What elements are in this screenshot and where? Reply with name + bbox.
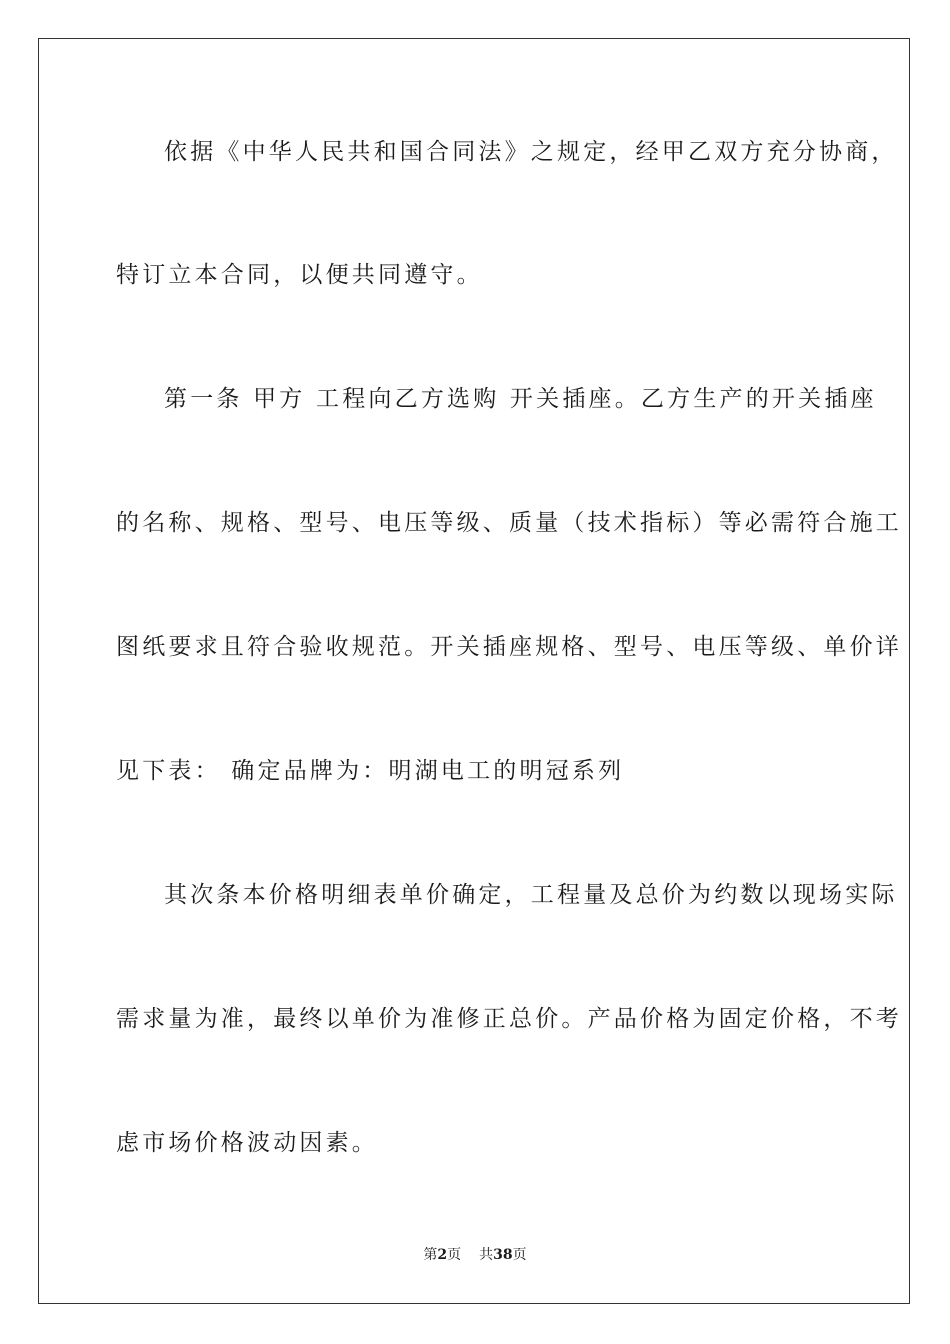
page-suffix: 页 [447, 1247, 462, 1263]
total-prefix: 共 [479, 1247, 494, 1263]
article-1-line-4: 见下表： 确定品牌为：明湖电工的明冠系列 [116, 758, 625, 784]
page-number: 2 [437, 1247, 448, 1263]
article-1-line-2: 的名称、规格、型号、电压等级、质量（技术指标）等必需符合施工 [116, 510, 902, 536]
article-2-line-3: 虑市场价格波动因素。 [116, 1130, 378, 1156]
paragraph-1-line-2: 特订立本合同，以便共同遵守。 [116, 262, 483, 288]
total-suffix: 页 [512, 1247, 527, 1263]
page-border [38, 38, 910, 1304]
page-prefix: 第 [423, 1247, 438, 1263]
article-1-line-3: 图纸要求且符合验收规范。开关插座规格、型号、电压等级、单价详 [116, 634, 902, 660]
page-footer [0, 1246, 950, 1264]
total-pages: 38 [493, 1247, 513, 1263]
article-2-line-2: 需求量为准，最终以单价为准修正总价。产品价格为固定价格，不考 [116, 1006, 902, 1032]
article-2-line-1: 其次条本价格明细表单价确定，工程量及总价为约数以现场实际 [164, 882, 898, 908]
paragraph-1-line-1: 依据《中华人民共和国合同法》之规定，经甲乙双方充分协商， [164, 139, 898, 165]
article-1-line-1: 第一条 甲方 工程向乙方选购 开关插座。乙方生产的开关插座 [164, 386, 877, 412]
